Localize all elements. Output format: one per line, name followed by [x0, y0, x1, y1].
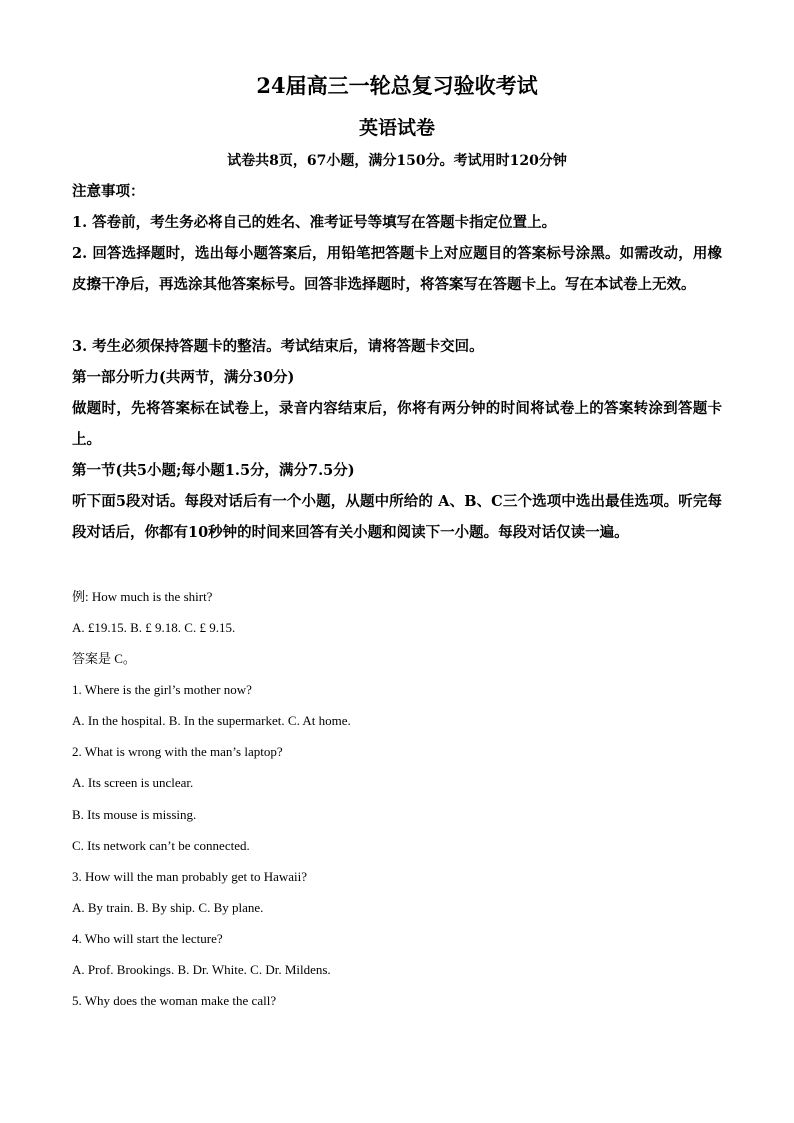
example-options: A. £19.15. B. £ 9.18. C. £ 9.15. — [72, 620, 236, 635]
section1-instruction: 听下面5段对话。每段对话后有一个小题，从题中所给的 A、B、C三个选项中选出最佳选项。听完每段对话后，你都有10秒钟的时间来回答有关小题和阅读下一小题。每段对话仅读一遍。 — [72, 493, 722, 541]
question-2-option-c: C. Its network can’t be connected. — [72, 838, 250, 853]
notes-item-1: 1. 答卷前，考生务必将自己的姓名、准考证号等填写在答题卡指定位置上。 — [72, 214, 557, 231]
question-3-options: A. By train. B. By ship. C. By plane. — [72, 900, 264, 915]
part1-heading: 第一部分听力(共两节，满分30分) — [72, 369, 295, 386]
notes-item-3: 3. 考生必须保持答题卡的整洁。考试结束后，请将答题卡交回。 — [72, 338, 484, 355]
example-question: 例: How much is the shirt? — [72, 589, 213, 604]
question-1-options: A. In the hospital. B. In the supermarket. C. At home. — [72, 713, 351, 728]
question-1: 1. Where is the girl’s mother now? — [72, 682, 252, 697]
part1-instruction: 做题时，先将答案标在试卷上，录音内容结束后，你将有两分钟的时间将试卷上的答案转涂到答题卡上。 — [72, 400, 722, 448]
section1-heading: 第一节(共5小题;每小题1.5分，满分7.5分) — [72, 462, 355, 479]
question-2-option-a: A. Its screen is unclear. — [72, 775, 194, 790]
question-3: 3. How will the man probably get to Hawaii? — [72, 869, 308, 884]
question-2-option-b: B. Its mouse is missing. — [72, 807, 197, 822]
question-5: 5. Why does the woman make the call? — [72, 993, 277, 1008]
question-4: 4. Who will start the lecture? — [72, 931, 223, 946]
question-4-options: A. Prof. Brookings. B. Dr. White. C. Dr. Mildens. — [72, 962, 331, 977]
question-2: 2. What is wrong with the man’s laptop? — [72, 744, 283, 759]
notes-item-2: 2. 回答选择题时，选出每小题答案后，用铅笔把答题卡上对应题目的答案标号涂黑。如需改动，用橡皮擦干净后，再选涂其他答案标号。回答非选择题时，将答案写在答题卡上。写在本试卷上无效。 — [72, 245, 722, 293]
exam-subtitle: 英语试卷 — [358, 117, 435, 139]
example-answer: 答案是 C。 — [72, 651, 136, 666]
exam-info: 试卷共8页，67小题，满分150分。考试用时120分钟 — [227, 153, 567, 169]
notes-heading: 注意事项： — [72, 183, 145, 200]
exam-title: 24届高三一轮总复习验收考试 — [256, 73, 538, 98]
